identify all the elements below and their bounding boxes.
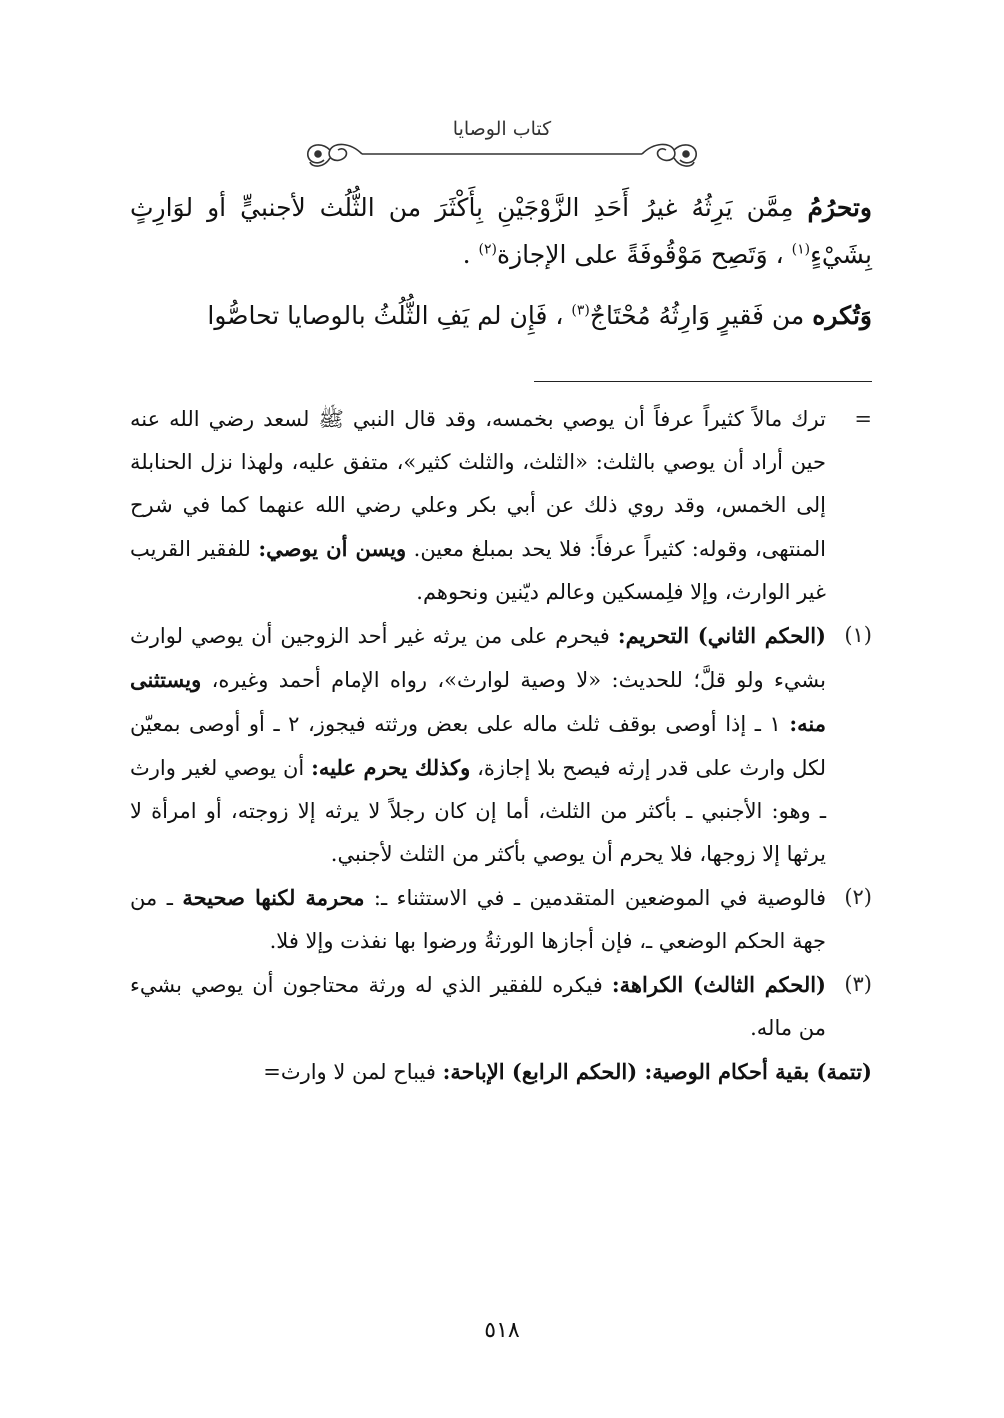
footnote-2	[130, 876, 872, 963]
footnote-1	[130, 614, 872, 876]
footnote-ref-3[interactable]: (٣)	[571, 302, 590, 319]
footnote-separator	[534, 381, 872, 382]
text: أن يوصي لغير وارث ـ وهو: الأجنبي ـ بأكثر من الثلث، أما إن كان رجلاً لا يرثه إلا زوجته، أو امرأة لا يرثها إلا زوجها، فلا يحرم أن يوصي بأكثر من الثلث لأجنبي.	[130, 756, 826, 866]
footnotes	[130, 398, 872, 1094]
footnote-continuation	[130, 398, 872, 614]
footnote-ref-1[interactable]: (١)	[791, 241, 811, 258]
emphasis: (الحكم الثالث) الكراهة:	[611, 972, 826, 997]
text: فيحرم على من يرثه غير أحد الزوجين أن يوصي لوارث بشيء ولو قلَّ؛ للحديث: «لا وصية لوارث»، رواه الإمام أحمد وغيره،	[130, 624, 826, 692]
footnote-number: (١)	[844, 623, 872, 647]
text: ، وَتَصِح مَوْقُوفَةً على الإجازة	[497, 240, 792, 269]
text: للفقير القريب غير الوارث، وإلا فلِمسكين وعالم ديّنين ونحوهم.	[130, 537, 826, 604]
text: ترك مالاً كثيراً عرفاً أن يوصي بخمسه، وقد قال النبي ﷺ لسعد رضي الله عنه حين أراد أن يوصي بالثلث: «الثلث، والثلث كثير»، متفق عليه، ولهذا نزل الحنابلة إلى الخمس، وقد روي ذلك عن أبي بكر وعلي رضي الله عنهما كما في شرح المنتهى، وقوله: كثيراً عرفاً: فلا يحد بمبلغ معين.	[130, 407, 827, 561]
footnote-number: (٢)	[844, 885, 872, 909]
emphasis: ويستثنى منه:	[130, 667, 826, 736]
footnote-3	[130, 963, 872, 1050]
text: من فَقيرٍ وَارِثُهُ مُحْتَاجٌ	[589, 301, 813, 330]
text: ـ من جهة الحكم الوضعي ـ، فإن أجازها الورثةُ ورضوا بها نفذت وإلا فلا.	[130, 886, 826, 953]
main-text	[130, 184, 872, 339]
emphasis: وتحرُمُ	[807, 193, 872, 222]
text: فالوصية في الموضعين المتقدمين ـ في الاستثناء ـ:	[364, 886, 826, 910]
emphasis: وكذلك يحرم عليه:	[311, 755, 471, 780]
continuation-mark: =	[854, 407, 872, 431]
emphasis: وَتُكره	[812, 301, 872, 330]
main-paragraph-1	[130, 184, 872, 278]
running-header-title: كتاب الوصايا	[452, 118, 552, 140]
text: مِمَّن يَرِثُهُ غيرُ أَحَدِ الزَّوْجَيْنِ بِأَكْثَرَ من الثُّلُث لأجنبيٍّ أو لوَارِثٍ بِشَيْءٍ	[130, 193, 872, 269]
text: ١ ـ إذا أوصى بوقف ثلث ماله على بعض ورثته فيجوز، ٢ ـ أو أوصى بمعيّن لكل وارث على قدر إرثه فيصح بلا إجازة،	[130, 712, 827, 780]
emphasis: (تتمة) بقية أحكام الوصية: (الحكم الرابع) الإباحة:	[442, 1059, 872, 1084]
emphasis: ويسن أن يوصي:	[258, 536, 407, 561]
page-number: ٥١٨	[484, 1318, 520, 1343]
emphasis: (الحكم الثاني) التحريم:	[617, 623, 826, 648]
text: فيباح لمن لا وارث=	[263, 1060, 443, 1084]
text: فيكره للفقير الذي له ورثة محتاجون أن يوصي بشيء من ماله.	[130, 973, 826, 1040]
header-ornament	[300, 136, 704, 172]
footnote-number: (٣)	[844, 972, 872, 996]
text: ، فَإِن لم يَفِ الثُّلُثُ بالوصايا تحاصُّوا	[207, 301, 572, 330]
main-paragraph-2	[130, 292, 872, 339]
footnote-3-supplement	[130, 1050, 872, 1094]
text: .	[462, 240, 479, 269]
emphasis: محرمة لكنها صحيحة	[182, 885, 365, 910]
footnote-ref-2[interactable]: (٢)	[478, 241, 498, 258]
